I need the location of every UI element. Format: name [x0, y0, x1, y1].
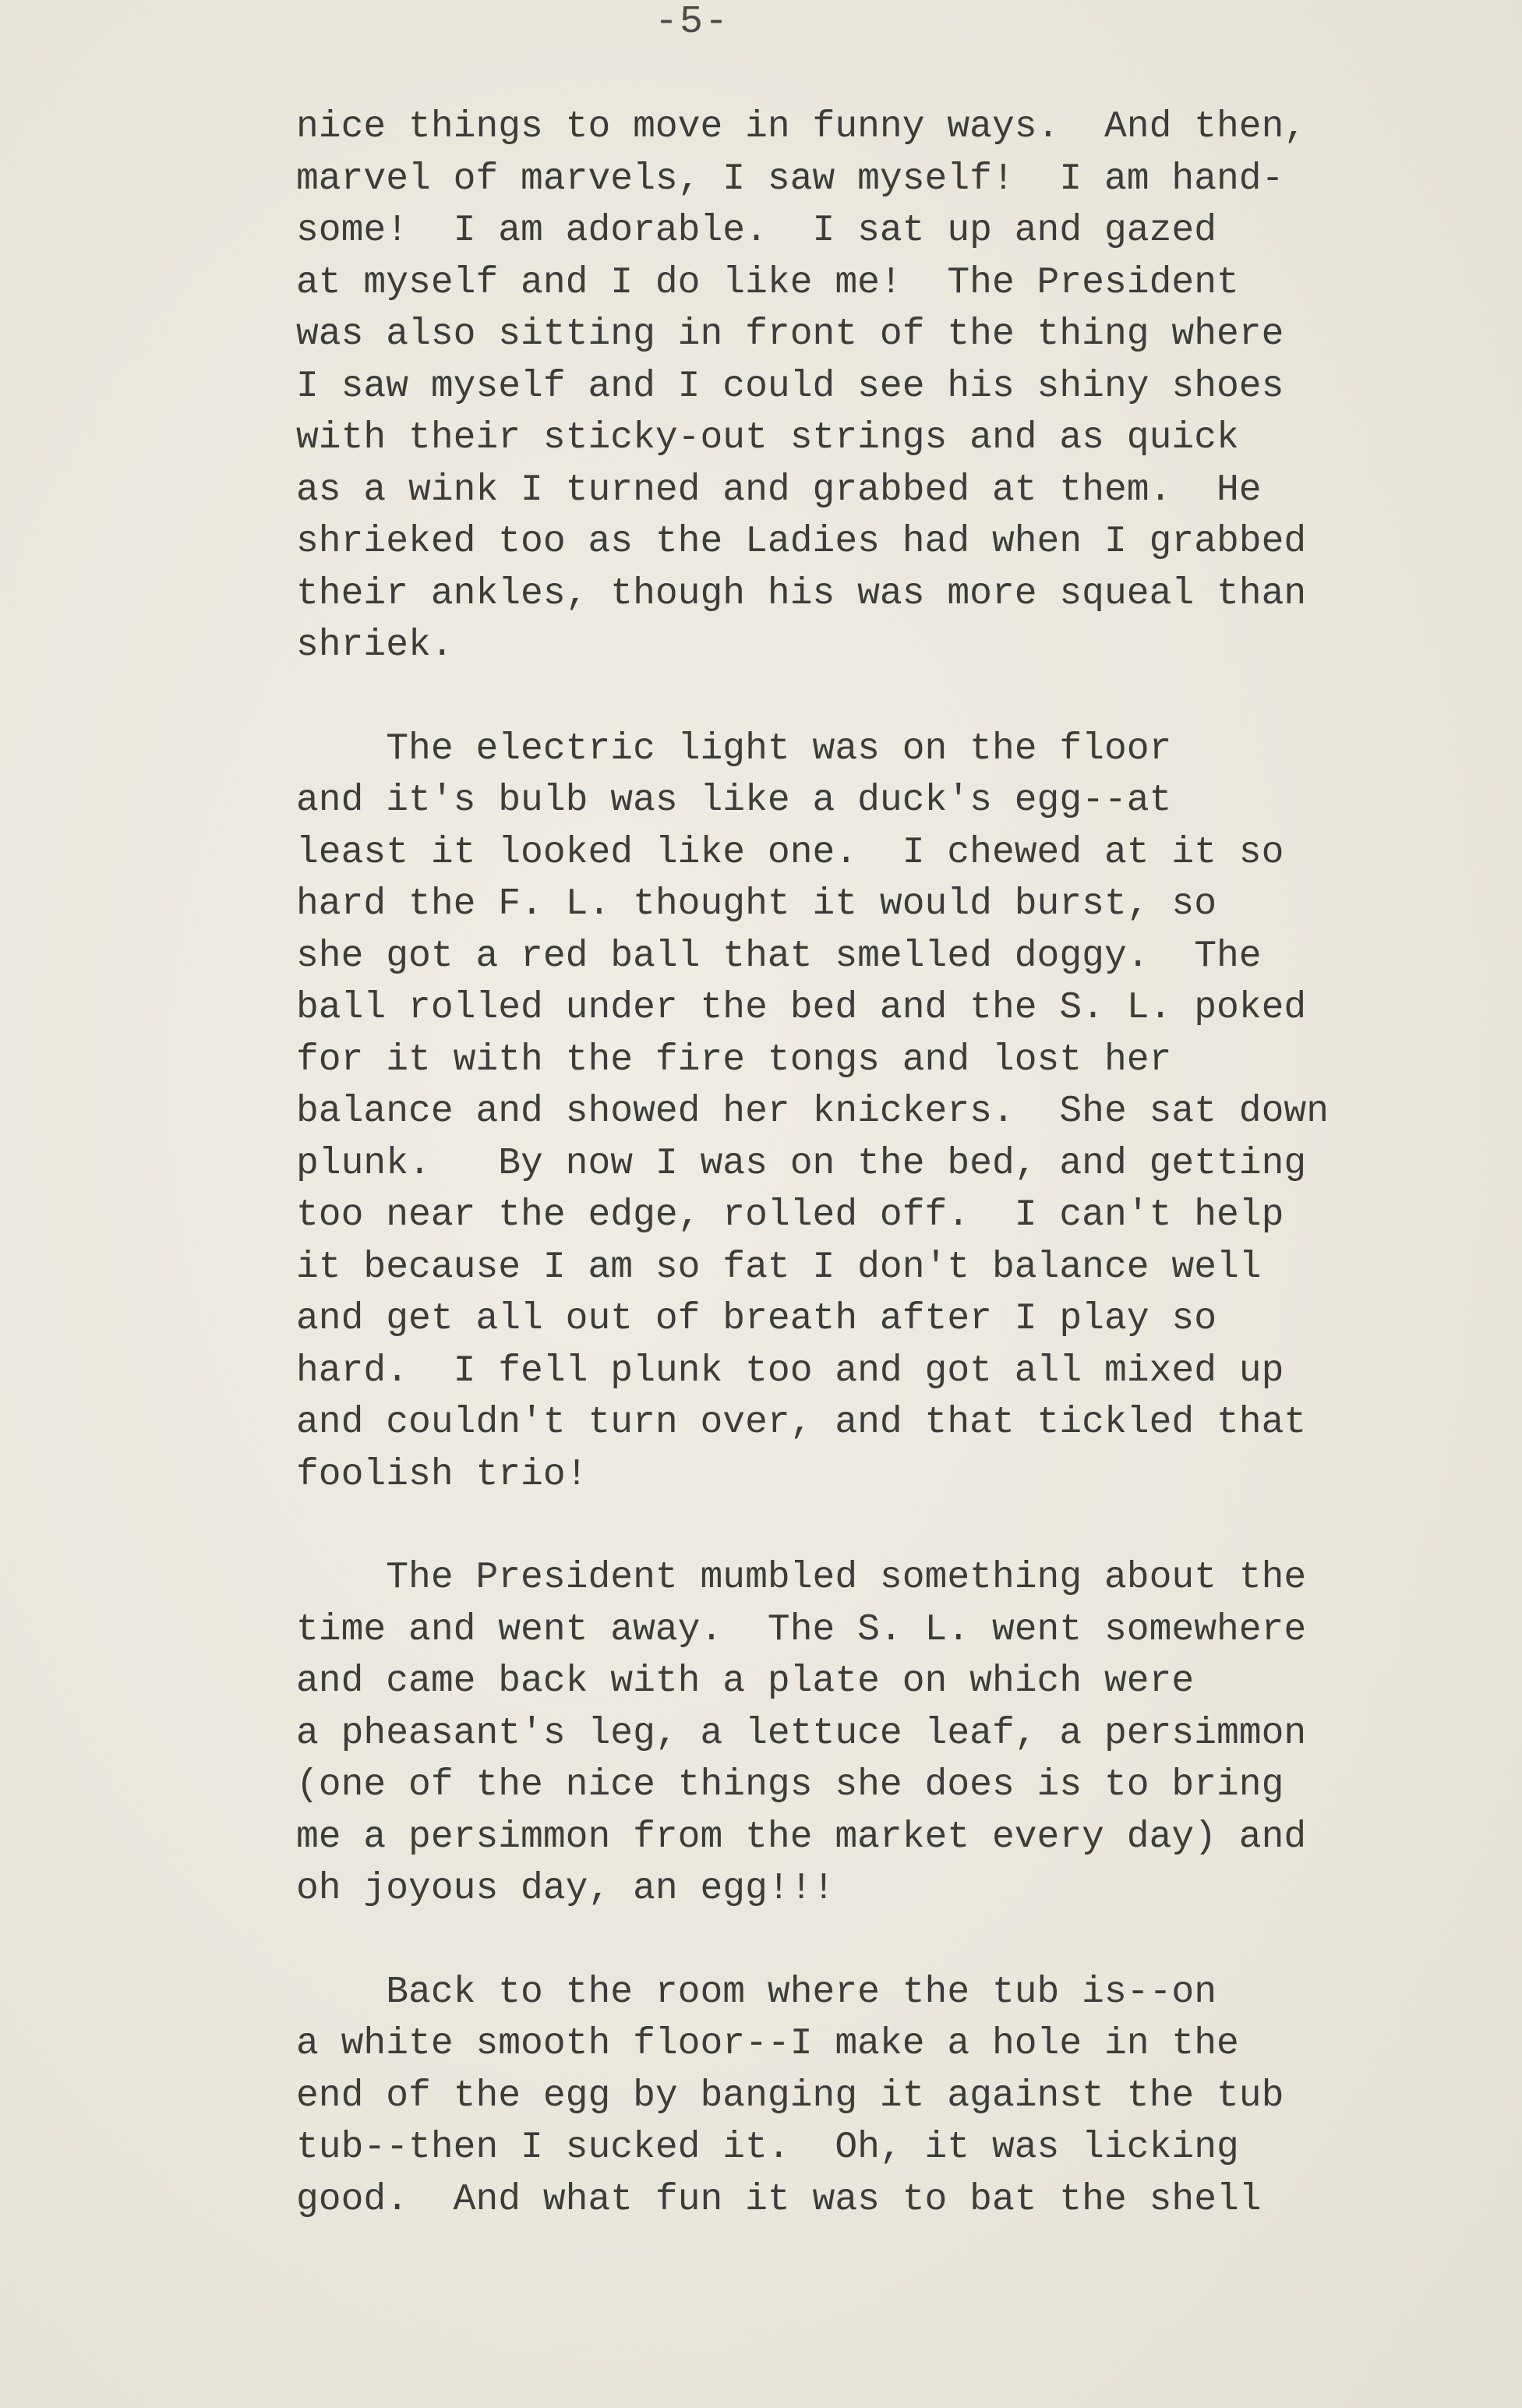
text-line: with their sticky-out strings and as quick [296, 417, 1239, 459]
text-line: hard the F. L. thought it would burst, so [296, 883, 1217, 925]
text-line: tub--then I sucked it. Oh, it was licking [296, 2127, 1239, 2169]
text-line: balance and showed her knickers. She sat down [296, 1091, 1330, 1133]
text-line: and came back with a plate on which were [296, 1660, 1195, 1703]
text-line: least it looked like one. I chewed at it so [296, 831, 1284, 874]
paragraph-3 [296, 1552, 1520, 1915]
text-line: a pheasant's leg, a lettuce leaf, a persimmon [296, 1712, 1307, 1755]
text-line: a white smooth floor--I make a hole in the [296, 2023, 1239, 2065]
text-line: as a wink I turned and grabbed at them. He [296, 469, 1262, 511]
text-line: some! I am adorable. I sat up and gazed [296, 210, 1217, 252]
text-line: end of the egg by banging it against the tub [296, 2074, 1284, 2117]
text-line: marvel of marvels, I saw myself! I am hand- [296, 157, 1284, 200]
text-line: and couldn't turn over, and that tickled that [296, 1402, 1307, 1444]
paragraph-1 [296, 101, 1520, 672]
paragraph-spacer [296, 1501, 1520, 1552]
text-line: me a persimmon from the market every day) and [296, 1816, 1307, 1858]
text-line: it because I am so fat I don't balance well [296, 1246, 1262, 1289]
text-line: The President mumbled something about the [296, 1557, 1307, 1599]
text-line: foolish trio! [296, 1453, 588, 1496]
text-line: shriek. [296, 624, 454, 667]
text-line: plunk. By now I was on the bed, and getting [296, 1142, 1307, 1185]
page-number: -5- [655, 0, 730, 44]
paragraph-4 [296, 1967, 1520, 2226]
text-line: too near the edge, rolled off. I can't help [296, 1194, 1284, 1236]
paragraph-spacer [296, 1915, 1520, 1967]
text-line: The electric light was on the floor [296, 727, 1172, 770]
text-line: at myself and I do like me! The President [296, 261, 1239, 304]
text-line: and it's bulb was like a duck's egg--at [296, 780, 1172, 822]
text-line: and get all out of breath after I play so [296, 1298, 1217, 1340]
text-line: I saw myself and I could see his shiny shoes [296, 365, 1284, 408]
typed-body-text [296, 101, 1520, 2226]
text-line: oh joyous day, an egg!!! [296, 1868, 835, 1910]
text-line: (one of the nice things she does is to bring [296, 1764, 1284, 1806]
paragraph-2 [296, 723, 1520, 1501]
paragraph-spacer [296, 672, 1520, 723]
text-line: ball rolled under the bed and the S. L. poked [296, 987, 1307, 1029]
text-line: nice things to move in funny ways. And then, [296, 106, 1307, 148]
text-line: was also sitting in front of the thing where [296, 313, 1284, 355]
text-line: Back to the room where the tub is--on [296, 1971, 1217, 2014]
text-line: she got a red ball that smelled doggy. The [296, 935, 1262, 978]
text-line: time and went away. The S. L. went somewhere [296, 1608, 1307, 1651]
text-line: good. And what fun it was to bat the shell [296, 2178, 1262, 2221]
text-line: shrieked too as the Ladies had when I grabbed [296, 521, 1307, 563]
text-line: hard. I fell plunk too and got all mixed up [296, 1349, 1284, 1392]
text-line: for it with the fire tongs and lost her [296, 1038, 1172, 1081]
text-line: their ankles, though his was more squeal than [296, 572, 1307, 615]
